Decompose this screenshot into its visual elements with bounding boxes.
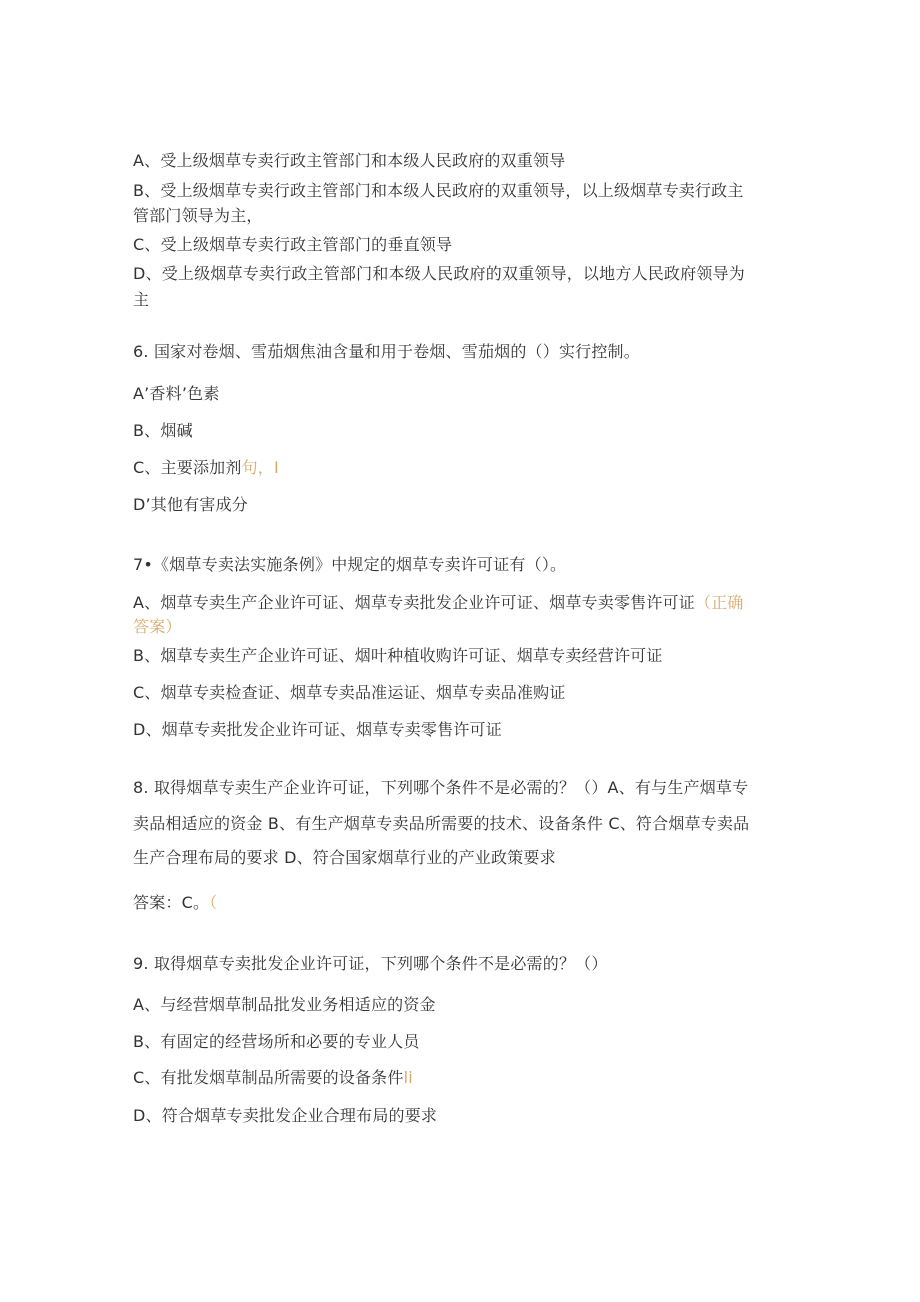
q5-option-d-line1: D、受上级烟草专卖行政主管部门和本级人民政府的双重领导，以地方人民政府领导为 (133, 264, 745, 283)
q8-stem-line1: 8. 取得烟草专卖生产企业许可证，下列哪个条件不是必需的？（）A、有与生产烟草专 (133, 778, 749, 797)
q7-option-a-text: A、烟草专卖生产企业许可证、烟草专卖批发企业许可证、烟草专卖零售许可证 (133, 593, 695, 612)
q8-stem-line2: 卖品相适应的资金 B、有生产烟草专卖品所需要的技术、设备条件 C、符合烟草专卖品 (133, 814, 750, 833)
q7-option-b: B、烟草专卖生产企业许可证、烟叶种植收购许可证、烟草专卖经营许可证 (133, 646, 663, 665)
q9-option-c (133, 1068, 783, 1088)
q6-option-b: B、烟碱 (133, 421, 193, 440)
q9-option-c-note: li (403, 1068, 413, 1087)
q7-option-a-note-line2: 答案） (133, 617, 182, 636)
q7-option-d: D、烟草专卖批发企业许可证、烟草专卖零售许可证 (133, 720, 502, 739)
q5-option-a: A、受上级烟草专卖行政主管部门和本级人民政府的双重领导 (133, 151, 566, 170)
q9-option-b: B、有固定的经营场所和必要的专业人员 (133, 1032, 420, 1051)
q9-option-c-text: C、有批发烟草制品所需要的设备条件 (133, 1068, 404, 1087)
q6-option-d: D’其他有害成分 (133, 495, 249, 514)
q6-option-c-text: C、主要添加剂 (133, 458, 242, 477)
q6-stem: 6. 国家对卷烟、雪茄烟焦油含量和用于卷烟、雪茄烟的（）实行控制。 (133, 342, 640, 361)
q9-option-a: A、与经营烟草制品批发业务相适应的资金 (133, 995, 436, 1014)
q7-option-a-line1 (133, 593, 783, 613)
q5-option-d-line2: 主 (133, 290, 150, 309)
q7-option-a-note: （正确 (694, 593, 744, 612)
q5-option-b-line2: 管部门领导为主， (133, 206, 263, 225)
q7-option-c: C、烟草专卖检查证、烟草专卖品准运证、烟草专卖品准购证 (133, 683, 566, 702)
q8-answer-note: （ (209, 893, 218, 912)
q8-answer-text: 答案：C。 (133, 893, 210, 912)
q8-stem-line3: 生产合理布局的要求 D、符合国家烟草行业的产业政策要求 (133, 848, 556, 867)
q7-stem: 7•《烟草专卖法实施条例》中规定的烟草专卖许可证有（）。 (133, 555, 567, 574)
q6-option-c-note: 句，I (241, 458, 279, 477)
q6-option-a: A’香料’色素 (133, 384, 220, 403)
q5-option-b-line1: B、受上级烟草专卖行政主管部门和本级人民政府的双重领导，以上级烟草专卖行政主 (133, 181, 744, 200)
q6-option-c (133, 458, 783, 478)
q9-option-d: D、符合烟草专卖批发企业合理布局的要求 (133, 1106, 438, 1125)
q8-answer (133, 893, 783, 913)
q5-option-c: C、受上级烟草专卖行政主管部门的垂直领导 (133, 235, 453, 254)
q9-stem: 9. 取得烟草专卖批发企业许可证，下列哪个条件不是必需的？（） (133, 954, 608, 973)
